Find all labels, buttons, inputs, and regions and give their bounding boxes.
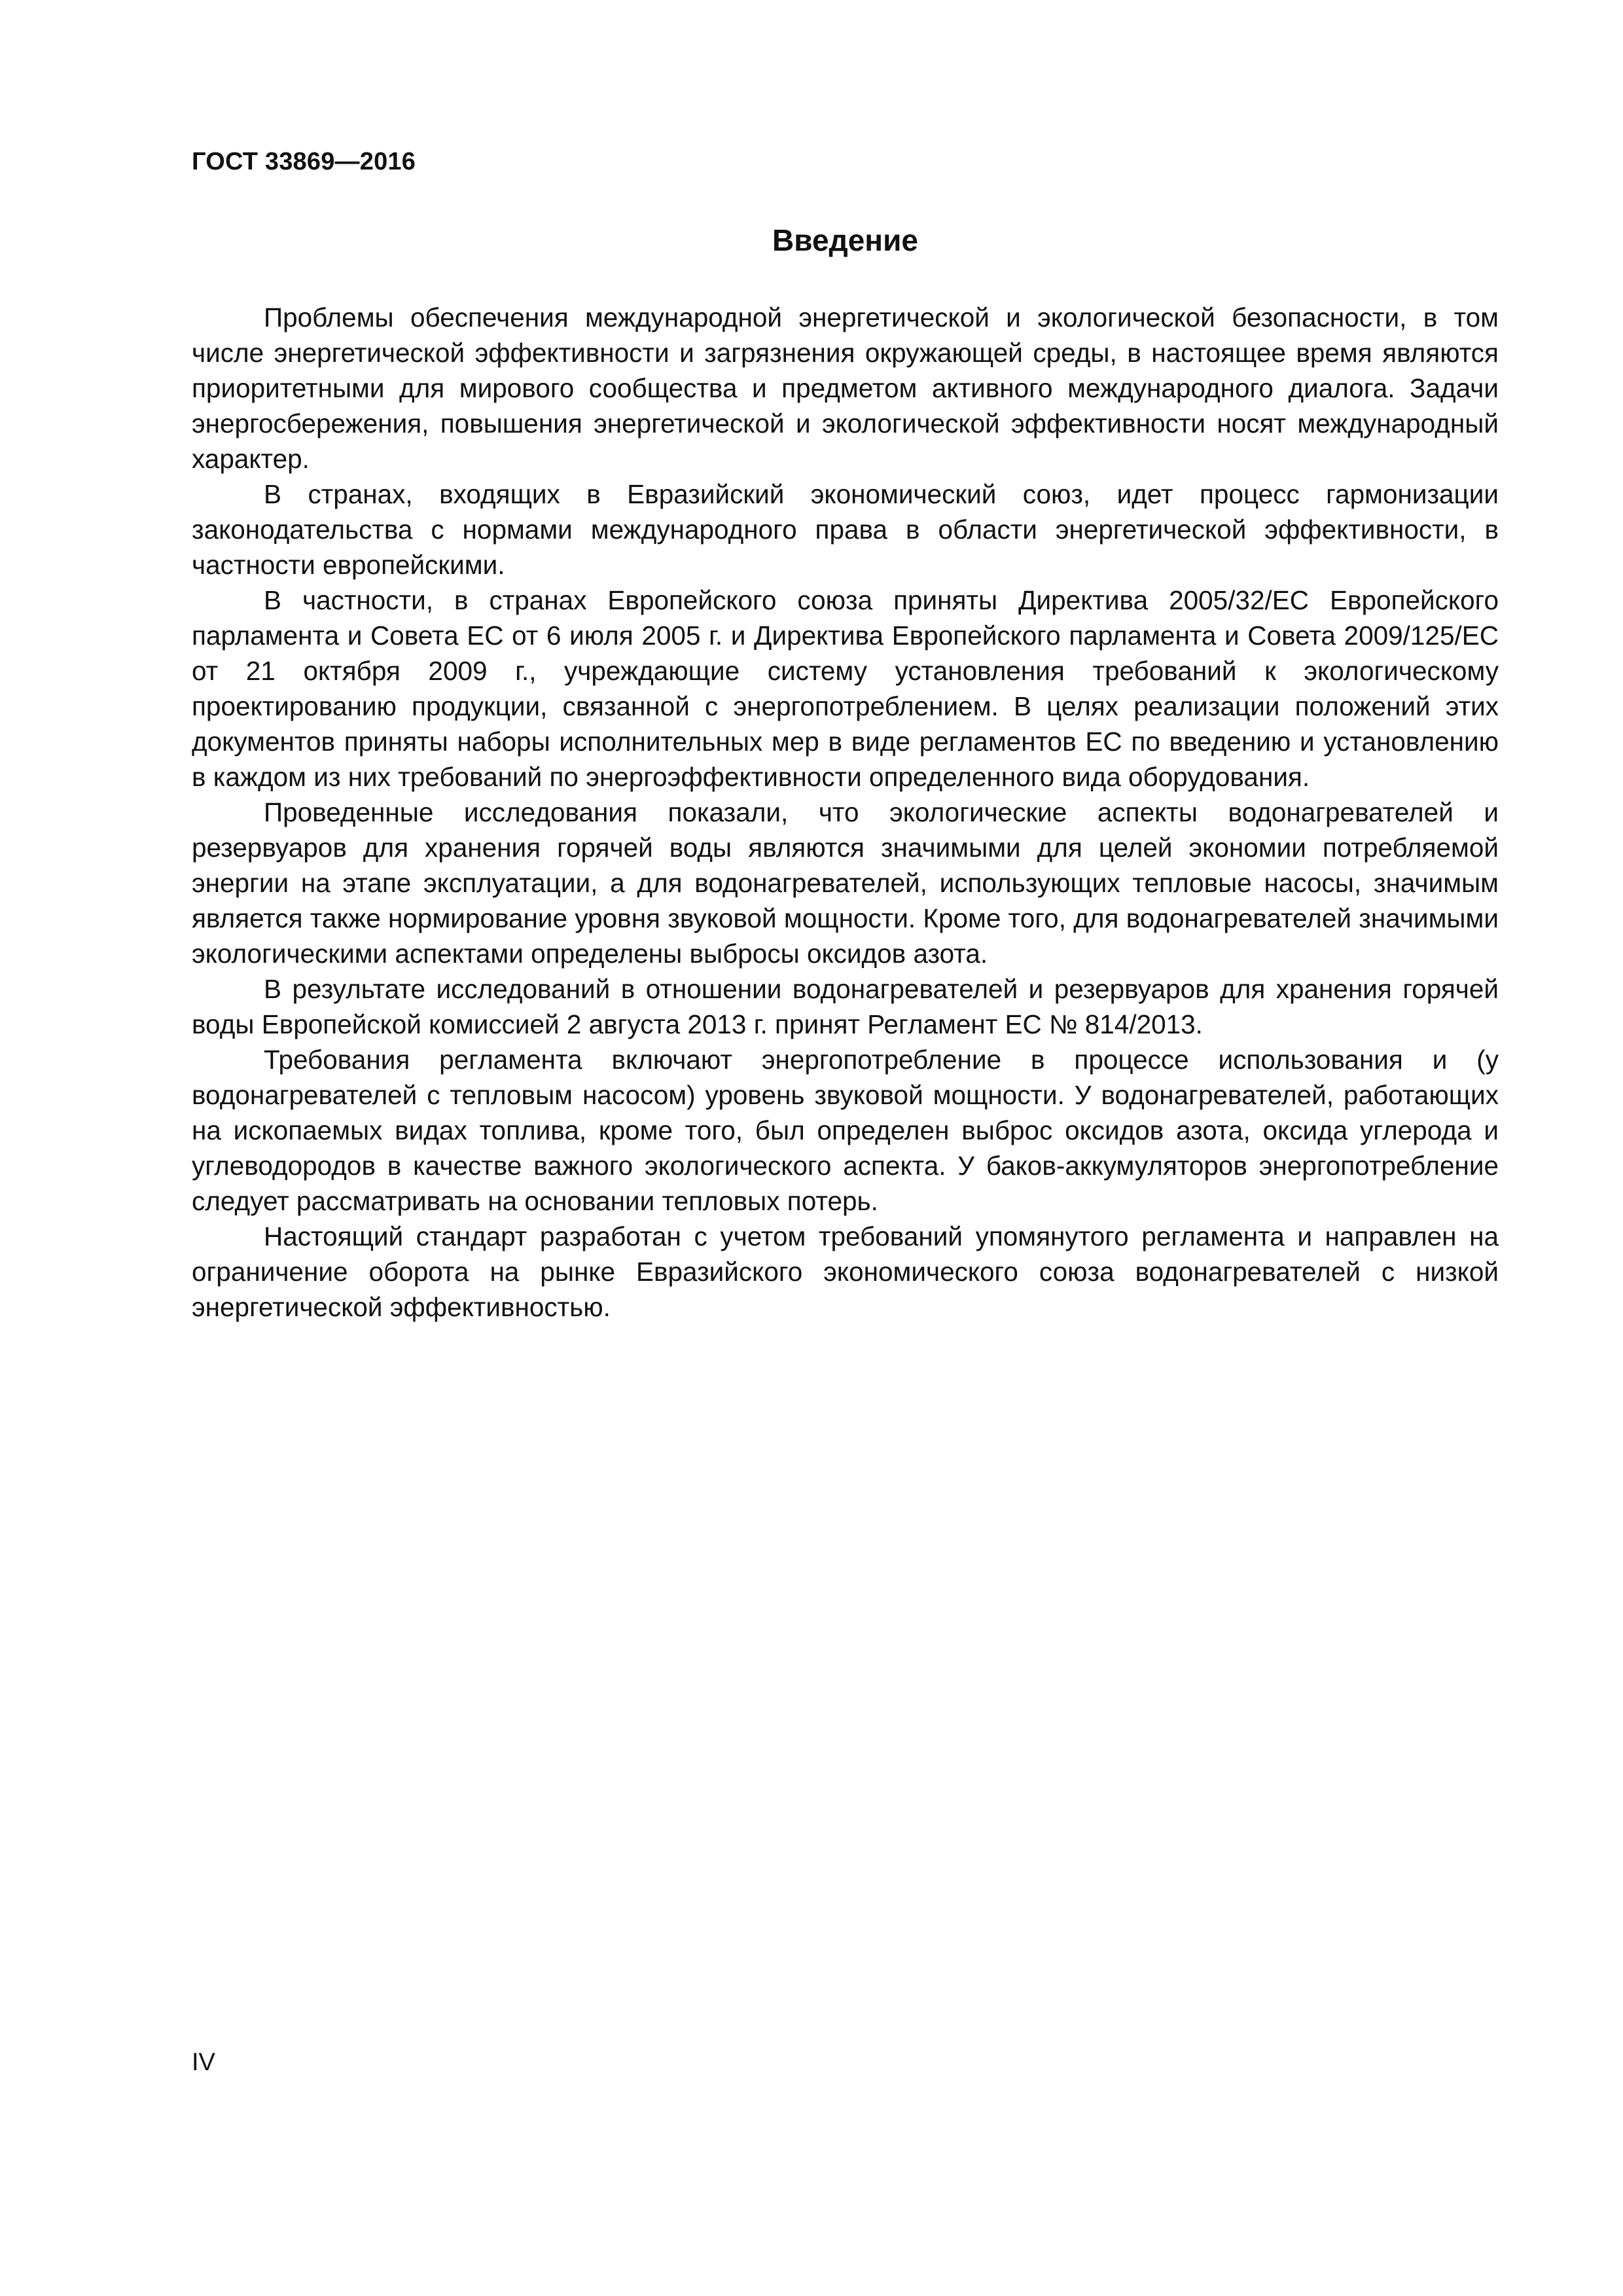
paragraph: Требования регламента включают энергопотребление в процессе использования и (у водонагревателей с тепловым насосом) уровень звуковой мощности. У водонагревателей, работающих на ископаемых видах топлива, кроме того, был определен выброс оксидов азота, оксида углерода и углеводородов в качестве важного экологического аспекта. У баков-аккумуляторов энергопотребление следует рассматривать на основании тепловых потерь. [192, 1045, 1499, 1216]
paragraph: В частности, в странах Европейского союза приняты Директива 2005/32/ЕС Европейского парламента и Совета ЕС от 6 июля 2005 г. и Директива Европейского парламента и Совета 2009/125/ЕС от 21 октября 2009 г., учреждающие систему установления требований к экологическому проектированию продукции, связанной с энергопотреблением. В целях реализации положений этих документов приняты наборы исполнительных мер в виде регламентов ЕС по введению и установлению в каждом из них требований по энергоэффективности определенного вида оборудования. [192, 585, 1499, 792]
paragraph: В странах, входящих в Евразийский экономический союз, идет процесс гармонизации законодательства с нормами международного права в области энергетической эффективности, в частности европейскими. [192, 479, 1499, 580]
page-number: IV [192, 2049, 215, 2076]
section-title: Введение [772, 223, 918, 257]
standard-designation: ГОСТ 33869—2016 [192, 148, 416, 175]
paragraph: Проблемы обеспечения международной энергетической и экологической безопасности, в том числе энергетической эффективности и загрязнения окружающей среды, в настоящее время являются приоритетными для мирового сообщества и предметом активного международного диалога. Задачи энергосбережения, повышения энергетической и экологической эффективности носят международный характер. [192, 302, 1499, 474]
paragraph: В результате исследований в отношении водонагревателей и резервуаров для хранения горячей воды Европейской комиссией 2 августа 2013 г. принят Регламент ЕС № 814/2013. [192, 974, 1499, 1039]
paragraph: Проведенные исследования показали, что экологические аспекты водонагревателей и резервуаров для хранения горячей воды являются значимыми для целей экономии потребляемой энергии на этапе эксплуатации, а для водонагревателей, использующих тепловые насосы, значимым является также нормирование уровня звуковой мощности. Кроме того, для водонагревателей значимыми экологическими аспектами определены выбросы оксидов азота. [192, 797, 1499, 969]
paragraph: Настоящий стандарт разработан с учетом требований упомянутого регламента и направлен на ограничение оборота на рынке Евразийского экономического союза водонагревателей с низкой энергетической эффективностью. [192, 1221, 1499, 1322]
body-text [192, 300, 1499, 1325]
